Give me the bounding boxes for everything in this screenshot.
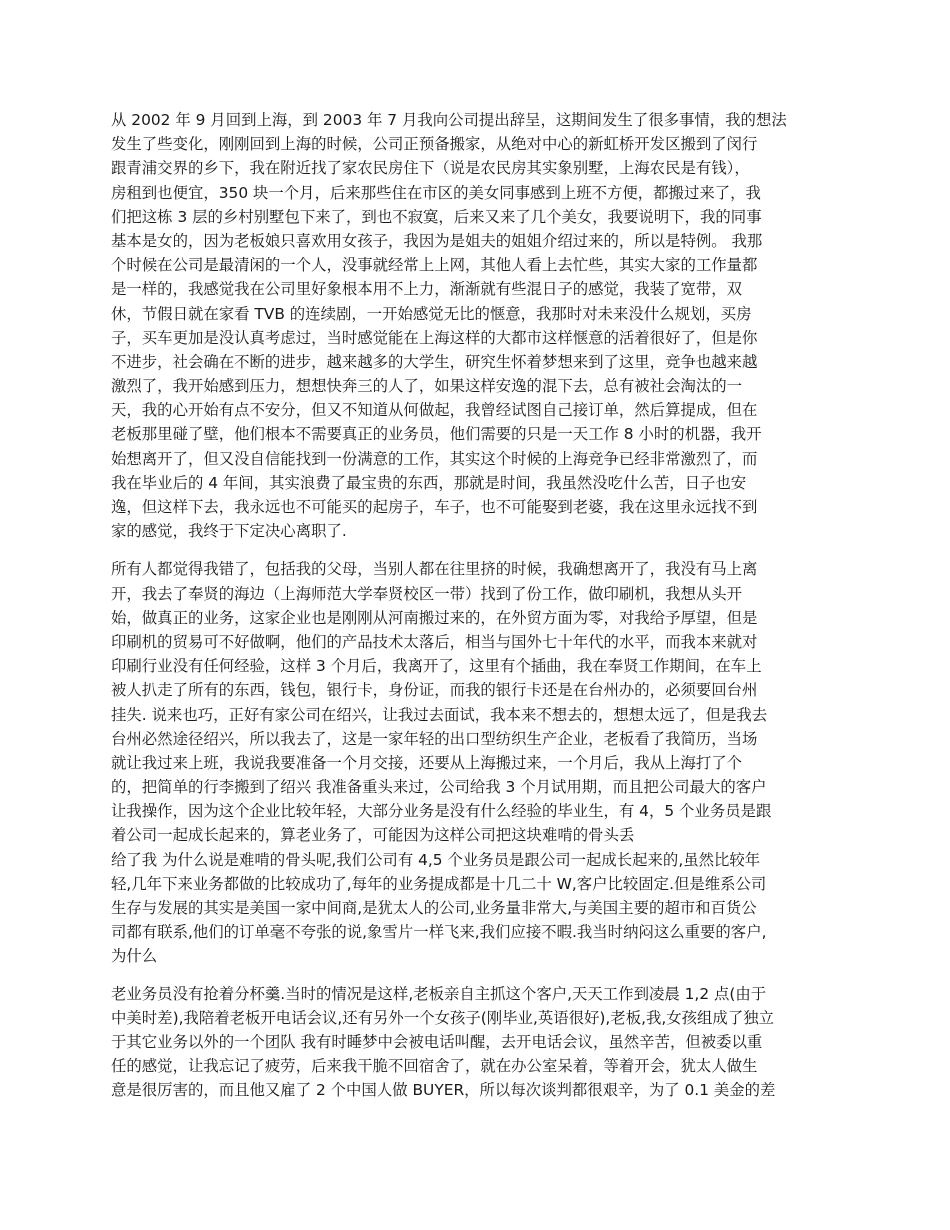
paragraph-2 — [111, 557, 839, 968]
text-line: 所有人都觉得我错了，包括我的父母，当别人都在往里挤的时候，我确想离开了，我没有马上离 — [111, 560, 758, 579]
text-line: 始想离开了，但又没自信能找到一份满意的工作，其实这个时候的上海竞争已经非常激烈了，而 — [111, 449, 758, 468]
text-line: 开，我去了奉贤的海边（上海师范大学奉贤校区一带）找到了份工作，做印刷机，我想从头开 — [111, 584, 743, 603]
text-line: 老板那里碰了壁，他们根本不需要真正的业务员，他们需要的只是一天工作 8 小时的机器，我开 — [111, 425, 762, 444]
text-line: 给了我 为什么说是难啃的骨头呢,我们公司有 4,5 个业务员是跟公司一起成长起来的,虽然比较年 — [111, 850, 761, 869]
text-line: 逸，但这样下去，我永远也不可能买的起房子，车子，也不可能娶到老婆，我在这里永远找不到 — [111, 498, 758, 516]
text-line: 们把这栋 3 层的乡村别墅包下来了，到也不寂寞，后来又来了几个美女，我要说明下，我的同事 — [111, 207, 762, 226]
text-line: 就让我过来上班，我说我要准备一个月交接，还要从上海搬过来，一个月后，我从上海打了个 — [111, 753, 743, 772]
text-line: 我在毕业后的 4 年间，其实浪费了最宝贵的东西，那就是时间，我虽然没吃什么苦，日子也安 — [111, 473, 747, 492]
text-line: 印刷行业没有任何经验，这样 3 个月后，我离开了，这里有个插曲，我在奉贤工作期间，在车上 — [111, 657, 762, 676]
text-line: 于其它业务以外的一个团队 我有时睡梦中会被电话叫醒，去开电话会议，虽然辛苦，但被委以重 — [111, 1032, 763, 1051]
text-line: 着公司一起成长起来的，算老业务了，可能因为这样公司把这块难啃的骨头丢 — [111, 826, 635, 845]
text-line: 司都有联系,他们的订单毫不夸张的说,象雪片一样飞来,我们应接不暇.我当时纳闷这么重要的客户, — [111, 923, 767, 942]
text-line: 印刷机的贸易可不好做啊，他们的产品技术太落后，相当与国外七十年代的水平，而我本来就对 — [111, 632, 758, 651]
text-line: 子，买车更加是没认真考虑过，当时感觉能在上海这样的大都市这样惬意的活着很好了，但是你 — [111, 328, 758, 347]
text-line: 的，把简单的行李搬到了绍兴 我准备重头来过，公司给我 3 个月试用期，而且把公司最大的客户 — [111, 778, 767, 797]
text-line: 跟青浦交界的乡下，我在附近找了家农民房住下（说是农民房其实象别墅，上海农民是有钱）， — [111, 159, 750, 178]
paragraph-1 — [111, 108, 839, 543]
text-line: 休，节假日就在家看 TVB 的连续剧，一开始感觉无比的惬意，我那时对未来没什么规划，买房 — [111, 304, 752, 323]
text-line: 任的感觉，让我忘记了疲劳，后来我干脆不回宿舍了，就在办公室呆着，等着开会，犹太人做生 — [111, 1057, 758, 1076]
text-line: 个时候在公司是最清闲的一个人，没事就经常上上网，其他人看上去忙些，其实大家的工作量都 — [111, 256, 758, 275]
text-line: 激烈了，我开始感到压力，想想快奔三的人了，如果这样安逸的混下去，总有被社会淘汰的一 — [111, 377, 743, 396]
text-line: 生存与发展的其实是美国一家中间商,是犹太人的公司,业务量非常大,与美国主要的超市和百货公 — [111, 899, 757, 917]
text-line: 老业务员没有抢着分杯羹.当时的情况是这样,老板亲自主抓这个客户,天天工作到凌晨 1,2 点(由于 — [111, 984, 767, 1003]
paragraph-3 — [111, 982, 839, 1103]
text-line: 发生了些变化，刚刚回到上海的时候，公司正预备搬家，从绝对中心的新虹桥开发区搬到了闵行 — [111, 135, 758, 154]
text-line: 意是很厉害的，而且他又雇了 2 个中国人做 BUYER，所以每次谈判都很艰辛，为了 0.1 美金的差 — [111, 1081, 776, 1100]
text-line: 始，做真正的业务，这家企业也是刚刚从河南搬过来的，在外贸方面为零，对我给予厚望，但是 — [111, 608, 758, 627]
text-line: 房租到也便宜，350 块一个月，后来那些住在市区的美女同事感到上班不方便，都搬过来了，我 — [111, 183, 761, 202]
text-line: 挂失. 说来也巧，正好有家公司在绍兴，让我过去面试，我本来不想去的，想想太远了，但是我去 — [111, 705, 768, 724]
paragraph-spacing — [111, 969, 839, 982]
text-line: 家的感觉，我终于下定决心离职了. — [111, 522, 347, 541]
text-line: 是一样的，我感觉我在公司里好象根本用不上力，渐渐就有些混日子的感觉，我装了宽带，双 — [111, 280, 743, 299]
text-line: 台州必然途径绍兴，所以我去了，这是一家年轻的出口型纺织生产企业，老板看了我简历，当场 — [111, 729, 758, 748]
text-line: 不进步，社会确在不断的进步，越来越多的大学生，研究生怀着梦想来到了这里，竞争也越来越 — [111, 352, 758, 371]
text-line: 从 2002 年 9 月回到上海，到 2003 年 7 月我向公司提出辞呈，这期间发生了很多事情，我的想法 — [111, 111, 787, 129]
text-line: 轻,几年下来业务都做的比较成功了,每年的业务提成都是十几二十 W,客户比较固定.但是维系公司 — [111, 874, 767, 893]
document-page — [111, 108, 839, 1103]
text-line: 中美时差),我陪着老板开电话会议,还有另外一个女孩子(刚毕业,英语很好),老板,我,女孩组成了独立 — [111, 1008, 774, 1027]
text-line: 基本是女的，因为老板娘只喜欢用女孩子，我因为是姐夫的姐姐介绍过来的，所以是特例。 我那 — [111, 231, 763, 250]
text-line: 天，我的心开始有点不安分，但又不知道从何做起，我曾经试图自己接订单，然后算提成，但在 — [111, 401, 758, 420]
paragraph-spacing — [111, 543, 839, 557]
text-line: 为什么 — [111, 947, 158, 966]
text-line: 让我操作，因为这个企业比较年轻，大部分业务是没有什么经验的毕业生，有 4，5 个业务员是跟 — [111, 802, 772, 821]
text-line: 被人扒走了所有的东西，钱包，银行卡，身份证，而我的银行卡还是在台州办的，必须要回台州 — [111, 681, 758, 700]
